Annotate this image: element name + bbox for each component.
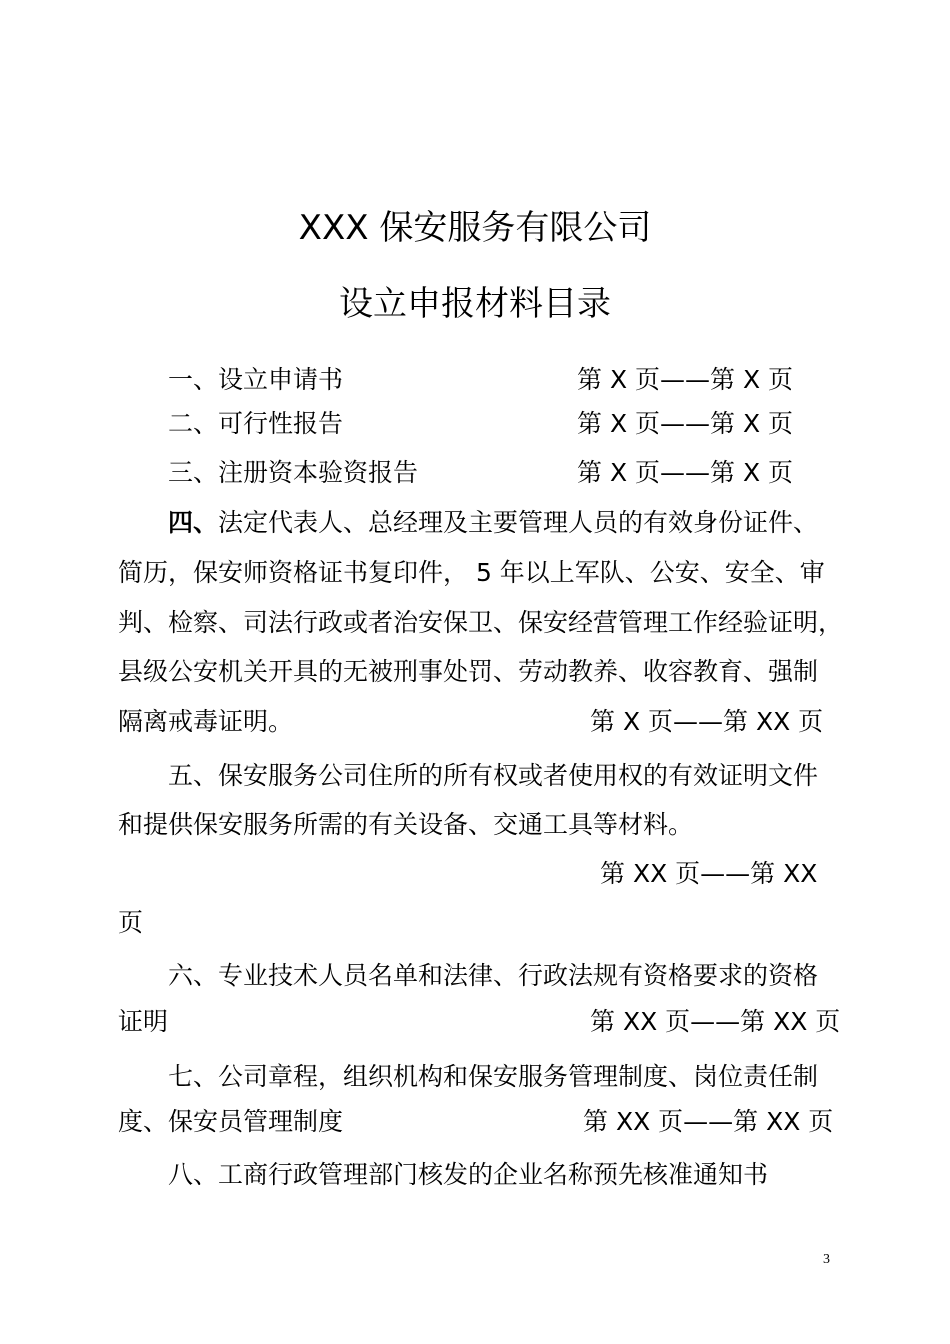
document-title: XXX 保安服务有限公司 (298, 208, 652, 248)
item-5-pages-continued: 页 (118, 908, 144, 937)
item-2-pages: 第 X 页——第 X 页 (577, 409, 794, 438)
item-2-text: 二、可行性报告 (168, 409, 344, 438)
item-7-line-2: 度、保安员管理制度 (118, 1107, 344, 1136)
item-3-text: 三、注册资本验资报告 (168, 458, 419, 487)
item-4-number: 四、 (168, 508, 219, 537)
item-6-pages: 第 XX 页——第 XX 页 (590, 1007, 841, 1036)
item-6-line-1: 六、专业技术人员名单和法律、行政法规有资格要求的资格 (168, 961, 819, 990)
item-4-line-2: 简历，保安师资格证书复印件， 5 年以上军队、公安、安全、审 (118, 558, 825, 587)
item-4-line-5: 隔离戒毒证明。 (118, 707, 294, 736)
item-3-pages: 第 X 页——第 X 页 (577, 458, 794, 487)
item-5-pages: 第 XX 页——第 XX (600, 859, 818, 888)
item-8-line-1: 八、工商行政管理部门核发的企业名称预先核准通知书 (168, 1160, 769, 1189)
item-1-pages: 第 X 页——第 X 页 (577, 365, 794, 394)
document-subtitle: 设立申报材料目录 (339, 284, 611, 324)
item-4-pages: 第 X 页——第 XX 页 (590, 707, 824, 736)
item-7-pages: 第 XX 页——第 XX 页 (583, 1107, 834, 1136)
item-7-line-1: 七、公司章程，组织机构和保安服务管理制度、岗位责任制 (168, 1062, 819, 1091)
item-4-line-1-text: 法定代表人、总经理及主要管理人员的有效身份证件、 (218, 508, 819, 537)
page-number: 3 (823, 1252, 830, 1267)
item-1-text: 一、设立申请书 (168, 365, 344, 394)
item-5-line-2: 和提供保安服务所需的有关设备、交通工具等材料。 (118, 810, 694, 839)
item-4-line-4: 县级公安机关开具的无被刑事处罚、劳动教养、收容教育、强制 (118, 657, 819, 686)
item-5-line-1: 五、保安服务公司住所的所有权或者使用权的有效证明文件 (168, 761, 819, 790)
item-4-line-3: 判、检察、司法行政或者治安保卫、保安经营管理工作经验证明， (118, 608, 844, 637)
item-6-line-2: 证明 (118, 1007, 169, 1036)
item-4-line-1 (168, 507, 818, 539)
